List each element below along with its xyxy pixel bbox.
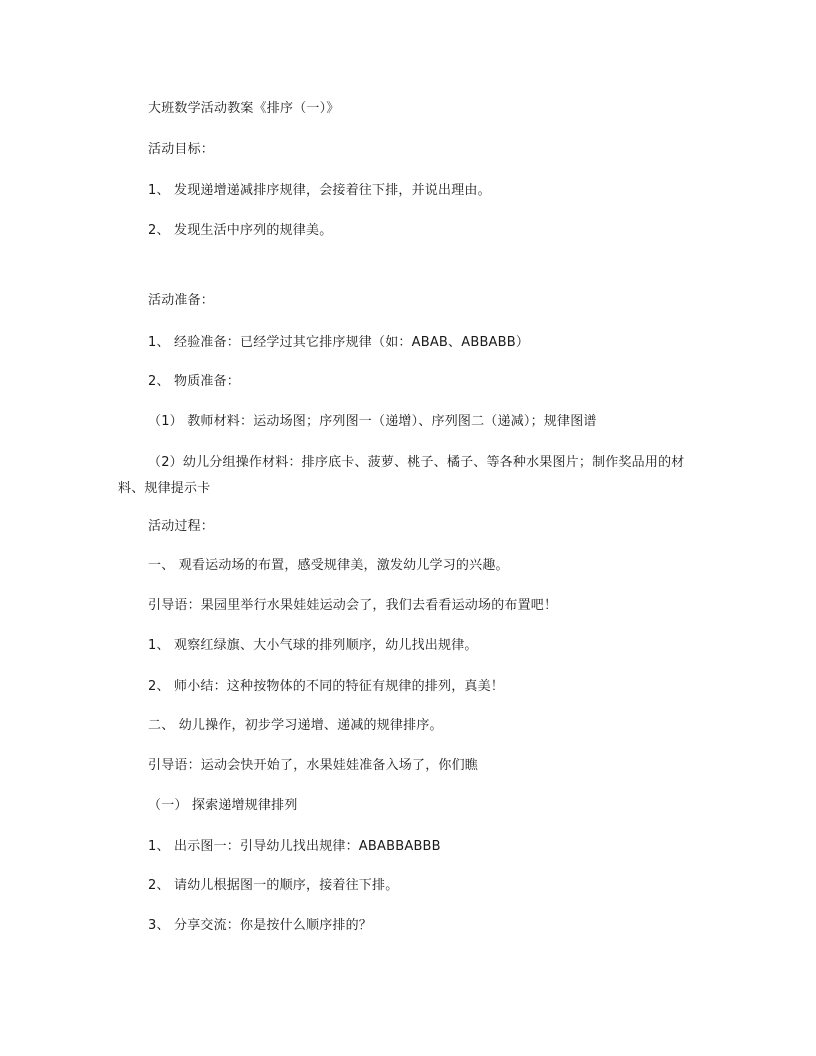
goals-heading: 活动目标：	[148, 142, 215, 157]
prep-item-2-2: （2）幼儿分组操作材料：排序底卡、菠萝、桃子、橘子、等各种水果图片；制作奖品用的材料、规律提示卡	[118, 455, 685, 496]
document-title: 大班数学活动教案《排序（一）》	[148, 101, 340, 116]
process-heading: 活动过程：	[148, 519, 215, 534]
prep-heading: 活动准备：	[148, 293, 215, 308]
step-2: 二、 幼儿操作，初步学习递增、递减的规律排序。	[148, 718, 443, 733]
prep-item-2: 2、 物质准备：	[148, 374, 241, 389]
sub-section-1: （一） 探索递增规律排列	[148, 798, 298, 813]
goal-item-1: 1、 发现递增递减排序规律，会接着往下排，并说出理由。	[148, 183, 491, 198]
sub-1-item-1: 1、 出示图一：引导幼儿找出规律：ABABBABBB	[148, 839, 441, 854]
guide-text-2: 引导语：运动会快开始了，水果娃娃准备入场了，你们瞧	[148, 758, 479, 773]
step-1-item-1: 1、 观察红绿旗、大小气球的排列顺序，幼儿找出规律。	[148, 638, 478, 653]
step-1-item-2: 2、 师小结：这种按物体的不同的特征有规律的排列，真美！	[148, 679, 505, 694]
goal-item-2: 2、 发现生活中序列的规律美。	[148, 223, 333, 238]
step-1: 一、 观看运动场的布置，感受规律美，激发幼儿学习的兴趣。	[148, 558, 509, 573]
sub-1-item-2: 2、 请幼儿根据图一的顺序，接着往下排。	[148, 878, 399, 893]
guide-text-1: 引导语：果园里举行水果娃娃运动会了，我们去看看运动场的布置吧！	[148, 598, 558, 613]
prep-item-1: 1、 经验准备：已经学过其它排序规律（如：ABAB、ABBABB）	[148, 335, 530, 350]
sub-1-item-3: 3、 分享交流：你是按什么顺序排的？	[148, 918, 373, 933]
prep-item-2-1: （1） 教师材料：运动场图；序列图一（递增）、序列图二（递减）；规律图谱	[148, 414, 597, 429]
